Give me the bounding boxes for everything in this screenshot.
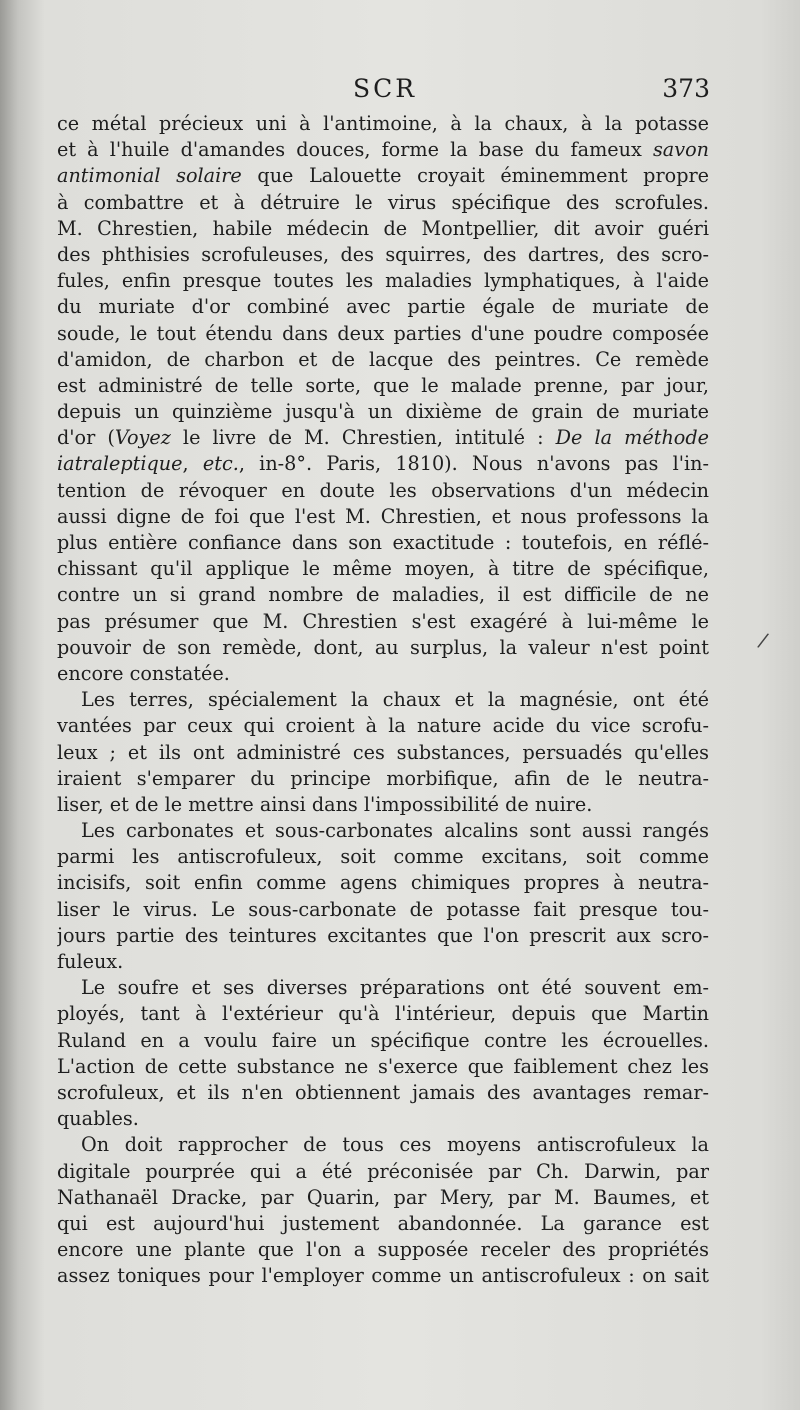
text-line	[57, 609, 709, 635]
line-text: quables.	[57, 1107, 139, 1131]
line-text: à combattre et à détruire le virus spécifique des scrofules.	[57, 190, 709, 214]
italic-text: etc.	[202, 452, 239, 476]
line-text: L'action de cette substance ne s'exerce que faiblement chez les	[57, 1054, 709, 1078]
text-line	[57, 242, 709, 268]
text-line	[57, 1028, 709, 1054]
text-line	[57, 1159, 709, 1185]
line-text: digitale pourprée qui a été préconisée par Ch. Darwin, par	[57, 1159, 709, 1183]
line-text: Les terres, spécialement la chaux et la magnésie, ont été	[81, 688, 709, 712]
line-text: iraient s'emparer du principe morbifique, afin de le neutra-	[57, 766, 709, 790]
text-line	[57, 190, 709, 216]
text-line	[57, 635, 709, 661]
text-line	[57, 792, 709, 818]
text-line	[57, 137, 709, 163]
line-text: le livre de M. Chrestien, intitulé :	[170, 426, 556, 450]
italic-text: Voyez	[114, 426, 171, 450]
line-text: parmi les antiscrofuleux, soit comme excitans, soit comme	[57, 845, 709, 869]
line-text: M. Chrestien, habile médecin de Montpellier, dit avoir guéri	[57, 216, 709, 240]
text-line	[57, 923, 709, 949]
text-line	[57, 713, 709, 739]
line-text: liser, et de le mettre ainsi dans l'impossibilité de nuire.	[57, 792, 593, 816]
line-text: encore constatée.	[57, 661, 230, 685]
line-text: ,	[182, 452, 203, 476]
text-line	[57, 766, 709, 792]
text-line	[57, 163, 709, 189]
text-line	[57, 556, 709, 582]
line-text: ce métal précieux uni à l'antimoine, à la chaux, à la potasse	[57, 112, 709, 135]
text-line	[57, 504, 709, 530]
line-text: chissant qu'il applique le même moyen, à titre de spécifique,	[57, 557, 709, 581]
italic-text: savon	[652, 138, 709, 162]
line-text: On doit rapprocher de tous ces moyens antiscrofuleux la	[81, 1133, 709, 1157]
page-number: 373	[662, 74, 710, 103]
margin-mark: /	[756, 627, 771, 653]
line-text: Ruland en a voulu faire un spécifique contre les écrouelles.	[57, 1028, 709, 1052]
text-line	[57, 294, 709, 320]
text-line	[57, 530, 709, 556]
line-text: leux ; et ils ont administré ces substances, persuadés qu'elles	[57, 740, 709, 764]
line-text: que Lalouette croyait éminemment propre	[241, 164, 709, 188]
text-line	[57, 1080, 709, 1106]
text-line	[57, 740, 709, 766]
italic-text: De la méthode	[555, 426, 709, 450]
line-text: incisifs, soit enfin comme agens chimiques propres à neutra-	[57, 871, 709, 895]
body-text	[57, 111, 709, 1289]
line-text: et à l'huile d'amandes douces, forme la base du fameux	[57, 138, 653, 162]
italic-text: antimonial solaire	[57, 164, 242, 188]
text-line	[57, 949, 709, 975]
line-text: scrofuleux, et ils n'en obtiennent jamais des avantages remar-	[57, 1080, 709, 1104]
text-line	[57, 347, 709, 373]
line-text: plus entière confiance dans son exactitude : toutefois, en réflé-	[57, 531, 709, 554]
text-line	[57, 1185, 709, 1211]
text-line	[57, 1237, 709, 1263]
text-line	[57, 1054, 709, 1080]
text-line	[57, 478, 709, 504]
line-text: jours partie des teintures excitantes que l'on prescrit aux scro-	[57, 923, 709, 947]
line-text: soude, le tout étendu dans deux parties d'une poudre composée	[57, 321, 709, 345]
text-line	[57, 1132, 709, 1158]
italic-text: iatraleptique	[57, 452, 183, 476]
text-line	[57, 451, 709, 477]
line-text: pouvoir de son remède, dont, au surplus, la valeur n'est point	[57, 635, 709, 659]
line-text: liser le virus. Le sous-carbonate de potasse fait presque tou-	[57, 897, 709, 921]
text-line	[57, 818, 709, 844]
line-text: qui est aujourd'hui justement abandonnée. La garance est	[57, 1211, 709, 1235]
text-line	[57, 111, 709, 137]
line-text: ployés, tant à l'extérieur qu'à l'intérieur, depuis que Martin	[57, 1002, 709, 1026]
text-line	[57, 975, 709, 1001]
line-text: pas présumer que M. Chrestien s'est exagéré à lui-même le	[57, 609, 709, 633]
line-text: encore une plante que l'on a supposée receler des propriétés	[57, 1238, 709, 1262]
line-text: d'or (	[57, 426, 115, 450]
text-line	[57, 268, 709, 294]
text-line	[57, 1211, 709, 1237]
text-line	[57, 373, 709, 399]
line-text: vantées par ceux qui croient à la nature acide du vice scrofu-	[57, 714, 709, 738]
line-text: fuleux.	[57, 950, 124, 973]
text-line	[57, 1106, 709, 1132]
line-text: assez toniques pour l'employer comme un antiscrofuleux : on sait	[57, 1264, 709, 1288]
running-head: SCR	[352, 74, 418, 103]
text-line	[57, 1263, 709, 1289]
page-header	[60, 74, 710, 110]
text-line	[57, 897, 709, 923]
line-text: tention de révoquer en doute les observations d'un médecin	[57, 478, 709, 502]
text-line	[57, 687, 709, 713]
line-text: Nathanaël Dracke, par Quarin, par Mery, par M. Baumes, et	[57, 1185, 709, 1209]
line-text: des phthisies scrofuleuses, des squirres, des dartres, des scro-	[57, 242, 709, 266]
line-text: d'amidon, de charbon et de lacque des peintres. Ce remède	[57, 347, 709, 371]
line-text: depuis un quinzième jusqu'à un dixième de grain de muriate	[57, 400, 709, 424]
text-line	[57, 870, 709, 896]
text-line	[57, 661, 709, 687]
line-text: Les carbonates et sous-carbonates alcalins sont aussi rangés	[81, 819, 709, 843]
line-text: , in-8°. Paris, 1810). Nous n'avons pas l'in-	[238, 452, 709, 476]
text-line	[57, 1001, 709, 1027]
line-text: contre un si grand nombre de maladies, il est difficile de ne	[57, 583, 709, 607]
text-line	[57, 425, 709, 451]
line-text: du muriate d'or combiné avec partie égale de muriate de	[57, 295, 709, 319]
text-line	[57, 844, 709, 870]
line-text: aussi digne de foi que l'est M. Chrestien, et nous professons la	[57, 504, 709, 528]
line-text: fules, enfin presque toutes les maladies lymphatiques, à l'aide	[57, 269, 709, 293]
line-text: Le soufre et ses diverses préparations ont été souvent em-	[81, 976, 709, 1000]
text-line	[57, 399, 709, 425]
text-line	[57, 321, 709, 347]
text-line	[57, 582, 709, 608]
text-line	[57, 216, 709, 242]
line-text: est administré de telle sorte, que le malade prenne, par jour,	[57, 373, 709, 397]
